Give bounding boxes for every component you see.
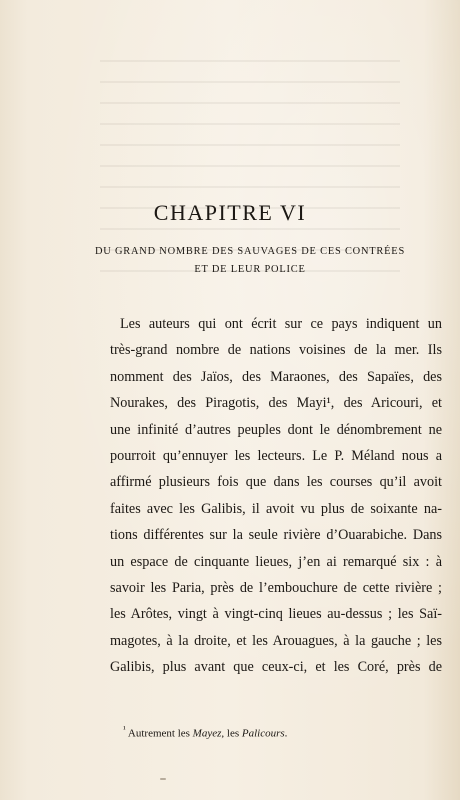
text-line: un espace de cinquante lieues, j’en ai remarqué six : à [110,553,442,570]
text-line: nomment des Jaïos, des Maraones, des Sapaïes, des [110,368,442,385]
text-line: une infinité d’autres peuples dont le dénombrement ne [110,421,442,438]
chapter-subtitle [60,243,440,279]
text-line: très-grand nombre de nations voisines de la mer. Ils [110,342,442,359]
footnote-italic-name: Mayez [192,727,222,740]
chapter-title: CHAPITRE VI [153,200,307,225]
body-paragraph [110,311,442,680]
text-line: savoir les Paria, près de l’embouchure de cette rivière ; [110,579,442,596]
text-line: tions différentes sur la seule rivière d’Ouarabiche. Dans [110,527,442,544]
footnote-italic-name: Palicours [241,727,285,740]
subtitle-line: ET DE LEUR POLICE [194,264,306,275]
footnote-prefix: Autrement les [127,727,193,740]
text-line: magotes, à la droite, et les Arouagues, à la gauche ; les [110,632,442,649]
text-line: pourroit qu’ennuyer les lecteurs. Le P. Méland nous a [110,447,442,464]
text-line: faites avec les Galibis, il avoit vu plus de soixante na- [110,500,442,517]
text-line: Les auteurs qui ont écrit sur ce pays indiquent un [120,316,442,332]
footnote-separator: , les [221,727,242,740]
footnote [123,724,287,740]
text-line: affirmé plusieurs fois que dans les courses qu’il avoit [110,474,442,491]
text-line: les Arôtes, vingt à vingt-cinq lieues au-dessus ; les Saï- [110,606,442,623]
subtitle-line: DU GRAND NOMBRE DES SAUVAGES DE CES CONTRÉES [94,246,406,257]
text-line: Galibis, plus avant que ceux-ci, et les Coré, près de [110,659,442,676]
footnote-suffix: . [284,727,288,740]
text-line: Nourakes, des Piragotis, des Mayi¹, des Aricouri, et [110,395,442,412]
paper-blemish [160,778,166,780]
footnote-marker: ¹ [123,724,126,734]
